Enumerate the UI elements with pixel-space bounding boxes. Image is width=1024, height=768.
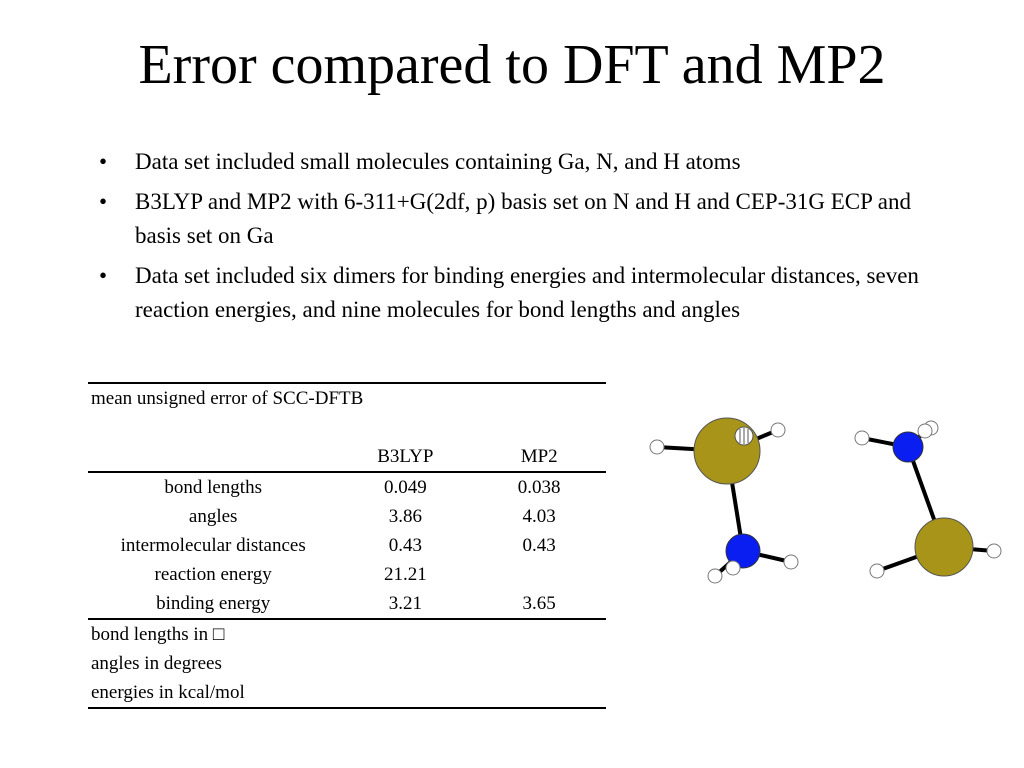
- table-footnote: energies in kcal/mol: [88, 678, 606, 708]
- table-caption-row: [88, 383, 606, 413]
- row-label: reaction energy: [154, 564, 272, 585]
- error-table: [88, 382, 606, 709]
- row-label: binding energy: [88, 589, 338, 619]
- table-cell: 4.03: [522, 506, 556, 527]
- hydrogen-atom: [650, 440, 664, 454]
- molecule-gah3-nh3: [650, 418, 798, 583]
- nitrogen-atom: [893, 432, 923, 462]
- hydrogen-atom: [726, 561, 740, 575]
- molecule-illustrations: [630, 400, 1010, 600]
- bullet-item: [99, 259, 919, 327]
- bullet-item: [99, 185, 919, 253]
- table-cell: 0.049: [383, 477, 427, 498]
- row-label: angles: [188, 506, 238, 527]
- column-header: [88, 442, 338, 472]
- table-cell: 3.21: [338, 589, 472, 619]
- footnote-row: [88, 649, 606, 678]
- table-caption: mean unsigned error of SCC-DFTB: [88, 383, 606, 413]
- hydrogen-atom: [771, 423, 785, 437]
- table-cell: 0.43: [522, 535, 556, 556]
- molecule-nh3-gah3: [855, 421, 1001, 578]
- bullet-marker: •: [99, 263, 108, 288]
- bullet-item: [99, 145, 919, 179]
- table-row: [88, 502, 606, 531]
- slide-title: Error compared to DFT and MP2: [138, 34, 886, 96]
- table-spacer-row: [88, 413, 606, 442]
- table-row: [88, 472, 606, 502]
- hydrogen-atom: [987, 544, 1001, 558]
- bullet-text: B3LYP and MP2 with 6-311+G(2df, p) basis set on N and H and CEP-31G ECP and basis set on Ga: [135, 189, 912, 248]
- table-row: [88, 589, 606, 619]
- hydrogen-atom: [918, 424, 932, 438]
- bullet-list: [99, 145, 919, 333]
- table-footnote: angles in degrees: [91, 653, 222, 674]
- hydrogen-atom: [855, 431, 869, 445]
- column-header: B3LYP: [338, 442, 472, 472]
- table-cell: 3.86: [388, 506, 422, 527]
- table-cell: [472, 560, 606, 589]
- row-label: bond lengths: [164, 477, 262, 498]
- bullet-text: Data set included small molecules containing Ga, N, and H atoms: [135, 149, 741, 174]
- table-cell: 21.21: [383, 564, 427, 585]
- bullet-marker: •: [99, 149, 108, 174]
- table-cell: 0.038: [517, 477, 561, 498]
- column-header: MP2: [472, 442, 606, 472]
- hydrogen-atom: [784, 555, 798, 569]
- table-row: [88, 560, 606, 589]
- gallium-atom: [915, 518, 973, 576]
- gallium-atom: [694, 418, 760, 484]
- table-cell: 3.65: [472, 589, 606, 619]
- footnote-row: [88, 678, 606, 708]
- hydrogen-atom: [870, 564, 884, 578]
- table-cell: 0.43: [388, 535, 422, 556]
- bullet-marker: •: [99, 189, 108, 214]
- bullet-text: Data set included six dimers for binding energies and intermolecular distances, seven reaction energies, and nine molecules for bond lengths and angles: [135, 263, 919, 322]
- footnote-row: [88, 619, 606, 649]
- table-header-row: [88, 442, 606, 472]
- table-row: [88, 531, 606, 560]
- table-footnote: bond lengths in □: [91, 624, 225, 645]
- row-label: intermolecular distances: [120, 535, 306, 556]
- hydrogen-atom: [708, 569, 722, 583]
